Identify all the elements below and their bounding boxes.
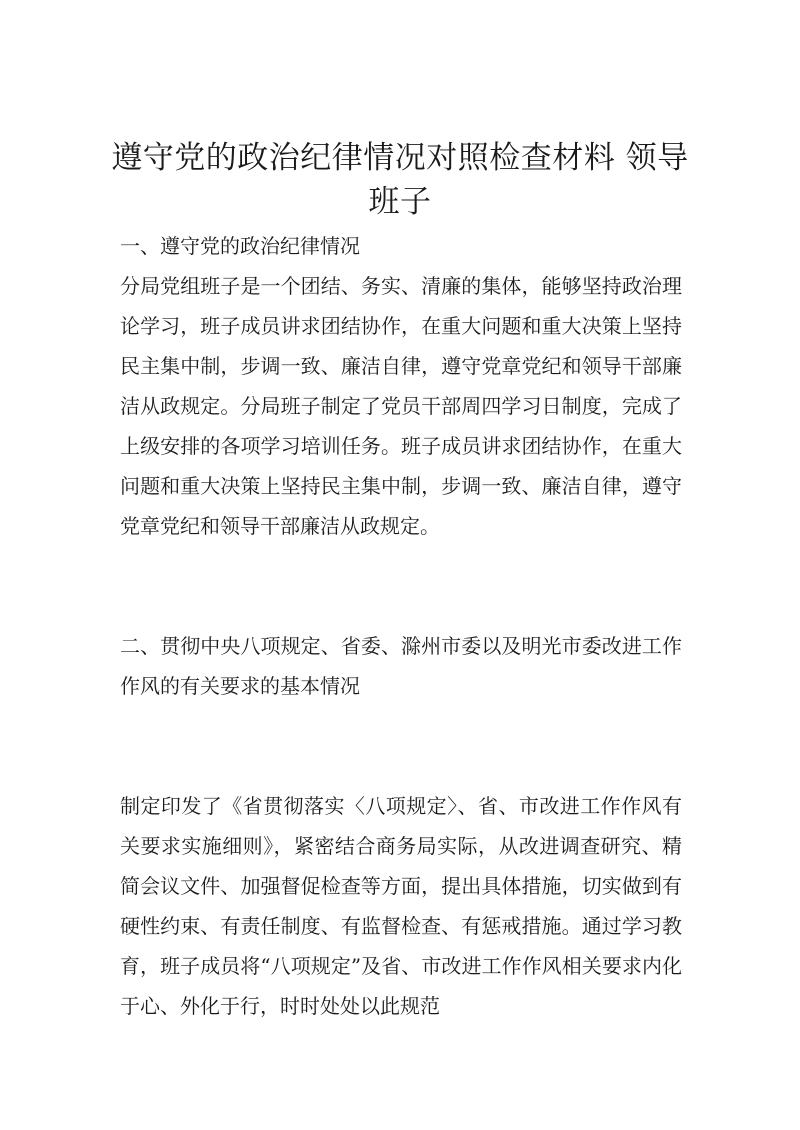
section-1-heading: 一、遵守党的政治纪律情况 bbox=[120, 234, 360, 258]
section-2-heading: 二、贯彻中央八项规定、省委、滁州市委以及明光市委改进工作作风的有关要求的基本情况 bbox=[120, 634, 682, 698]
section-2-body: 制定印发了《省贯彻落实〈八项规定〉、省、市改进工作作风有关要求实施细则》，紧密结合商务局实际，从改进调查研究、精简会议文件、加强督促检查等方面，提出具体措施，切实做到有硬性约束、有责任制度、有监督检查、有惩戒措施。通过学习教育，班子成员将“八项规定”及省、市改进工作作风相关要求内化于心、外化于行，时时处处以此规范 bbox=[120, 794, 682, 1018]
document-title: 遵守党的政治纪律情况对照检查材料 领导班子 bbox=[111, 140, 689, 220]
section-1-body: 分局党组班子是一个团结、务实、清廉的集体，能够坚持政治理论学习，班子成员讲求团结协作，在重大问题和重大决策上坚持民主集中制，步调一致、廉洁自律，遵守党章党纪和领导干部廉洁从政规定。分局班子制定了党员干部周四学习日制度，完成了上级安排的各项学习培训任务。班子成员讲求团结协作，在重大问题和重大决策上坚持民主集中制，步调一致、廉洁自律，遵守党章党纪和领导干部廉洁从政规定。 bbox=[120, 274, 682, 538]
